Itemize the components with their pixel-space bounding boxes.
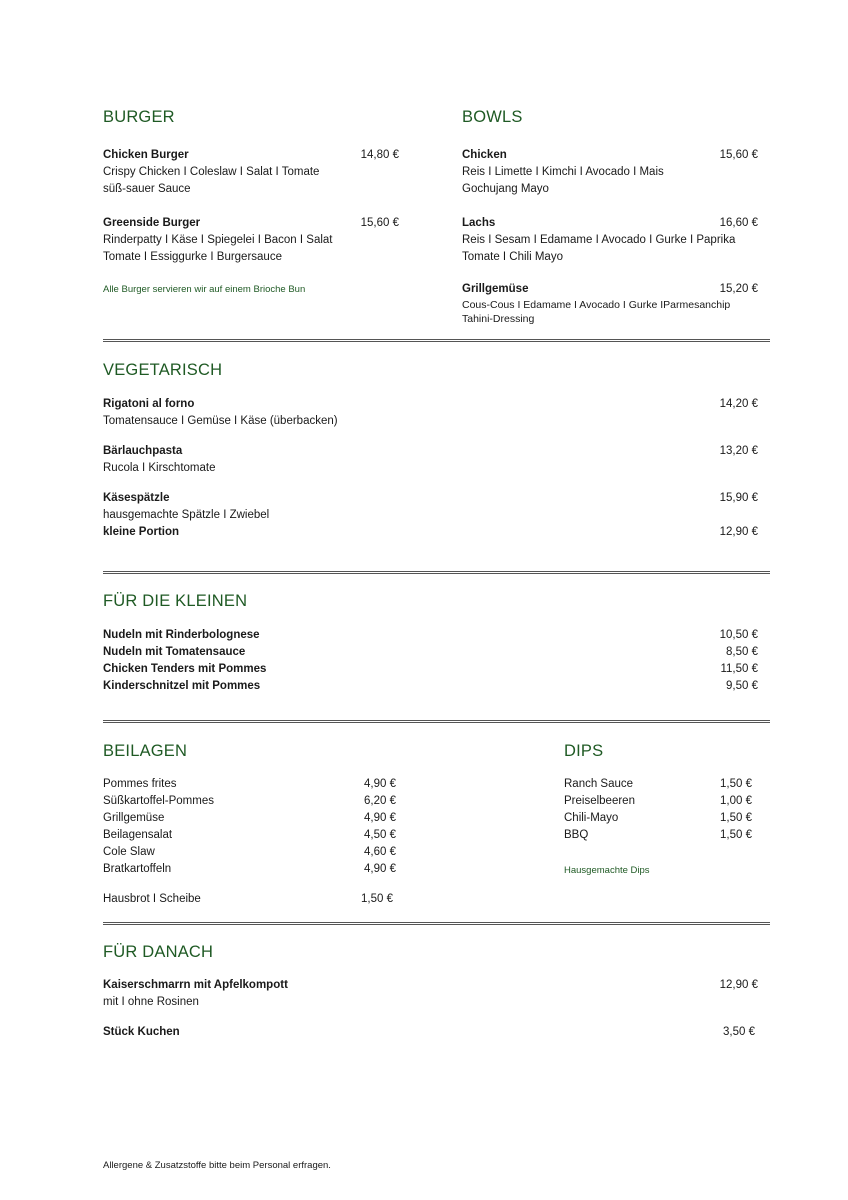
menu-item-name: Stück Kuchen [103,1026,180,1038]
menu-item-price: 1,50 € [361,893,393,905]
menu-item-price: 12,90 € [719,979,758,991]
menu-item-desc: Rucola I Kirschtomate [103,462,216,474]
menu-item-price: 10,50 € [719,629,758,641]
menu-item-desc: hausgemachte Spätzle I Zwiebel [103,509,270,521]
menu-item-price: 4,60 € [364,846,396,858]
danach-heading: FÜR DANACH [103,943,214,961]
menu-item-name: Rigatoni al forno [103,398,195,410]
section-divider [103,339,770,342]
menu-item-name: kleine Portion [103,526,180,538]
menu-item-desc: mit I ohne Rosinen [103,996,199,1008]
menu-item-name: Ranch Sauce [564,778,634,790]
menu-item-name: Grillgemüse [462,283,529,295]
menu-item-price: 3,50 € [723,1026,755,1038]
menu-item-price: 1,50 € [720,829,752,841]
menu-item-name: Bratkartoffeln [103,863,172,875]
menu-item-name: Lachs [462,217,496,229]
menu-item-name: Nudeln mit Rinderbolognese [103,629,260,641]
dips-note: Hausgemachte Dips [564,865,650,876]
menu-item-price: 1,50 € [720,812,752,824]
menu-item-price: 4,90 € [364,778,396,790]
menu-item-desc: Tahini-Dressing [462,313,535,325]
bowls-heading: BOWLS [462,108,523,126]
menu-item-desc: Rinderpatty I Käse I Spiegelei I Bacon I Salat [103,234,333,246]
menu-item-desc: süß-sauer Sauce [103,183,191,195]
vegetarisch-heading: VEGETARISCH [103,361,223,379]
burger-note: Alle Burger servieren wir auf einem Brioche Bun [103,284,306,295]
menu-item-price: 14,80 € [360,149,399,161]
menu-item-price: 4,90 € [364,812,396,824]
menu-item-name: Chicken Burger [103,149,189,161]
menu-item-name: Nudeln mit Tomatensauce [103,646,246,658]
menu-item-price: 1,50 € [720,778,752,790]
menu-item-name: Käsespätzle [103,492,170,504]
menu-item-name: Chicken [462,149,507,161]
menu-item-price: 14,20 € [719,398,758,410]
menu-item-price: 1,00 € [720,795,752,807]
menu-item-desc: Tomate I Chili Mayo [462,251,563,263]
menu-item-name: Chili-Mayo [564,812,619,824]
menu-item-price: 15,60 € [360,217,399,229]
menu-item-desc: Cous-Cous I Edamame I Avocado I Gurke IParmesanchip [462,299,731,311]
menu-item-desc: Gochujang Mayo [462,183,549,195]
menu-item-desc: Tomatensauce I Gemüse I Käse (überbacken) [103,415,338,427]
menu-item-price: 8,50 € [726,646,758,658]
menu-item-name: Kaiserschmarrn mit Apfelkompott [103,979,288,991]
kinder-heading: FÜR DIE KLEINEN [103,592,248,610]
menu-item-name: Pommes frites [103,778,177,790]
menu-item-desc: Tomate I Essiggurke I Burgersauce [103,251,282,263]
beilagen-heading: BEILAGEN [103,742,188,760]
menu-item-name: BBQ [564,829,589,841]
menu-item-price: 9,50 € [726,680,758,692]
allergen-footer: Allergene & Zusatzstoffe bitte beim Personal erfragen. [103,1160,331,1171]
menu-item-name: Preiselbeeren [564,795,635,807]
menu-item-price: 16,60 € [719,217,758,229]
menu-item-desc: Reis I Limette I Kimchi I Avocado I Mais [462,166,664,178]
menu-item-name: Cole Slaw [103,846,155,858]
menu-item-price: 6,20 € [364,795,396,807]
menu-item-desc: Crispy Chicken I Coleslaw I Salat I Tomate [103,166,320,178]
menu-item-price: 4,50 € [364,829,396,841]
menu-item-price: 15,60 € [719,149,758,161]
menu-item-price: 4,90 € [364,863,396,875]
dips-heading: DIPS [564,742,604,760]
menu-item-name: Bärlauchpasta [103,445,183,457]
menu-item-name: Greenside Burger [103,217,201,229]
menu-item-name: Süßkartoffel-Pommes [103,795,214,807]
menu-item-name: Beilagensalat [103,829,173,841]
menu-item-name: Chicken Tenders mit Pommes [103,663,267,675]
menu-item-price: 11,50 € [720,663,758,675]
menu-item-name: Grillgemüse [103,812,165,824]
section-divider [103,571,770,574]
menu-item-name: Kinderschnitzel mit Pommes [103,680,261,692]
menu-item-name: Hausbrot I Scheibe [103,893,201,905]
section-divider [103,922,770,925]
menu-item-price: 15,20 € [719,283,758,295]
menu-item-price: 13,20 € [719,445,758,457]
menu-item-price: 15,90 € [719,492,758,504]
menu-item-desc: Reis I Sesam I Edamame I Avocado I Gurke I Paprika [462,234,736,246]
section-divider [103,720,770,723]
menu-item-price: 12,90 € [719,526,758,538]
burger-heading: BURGER [103,108,175,126]
